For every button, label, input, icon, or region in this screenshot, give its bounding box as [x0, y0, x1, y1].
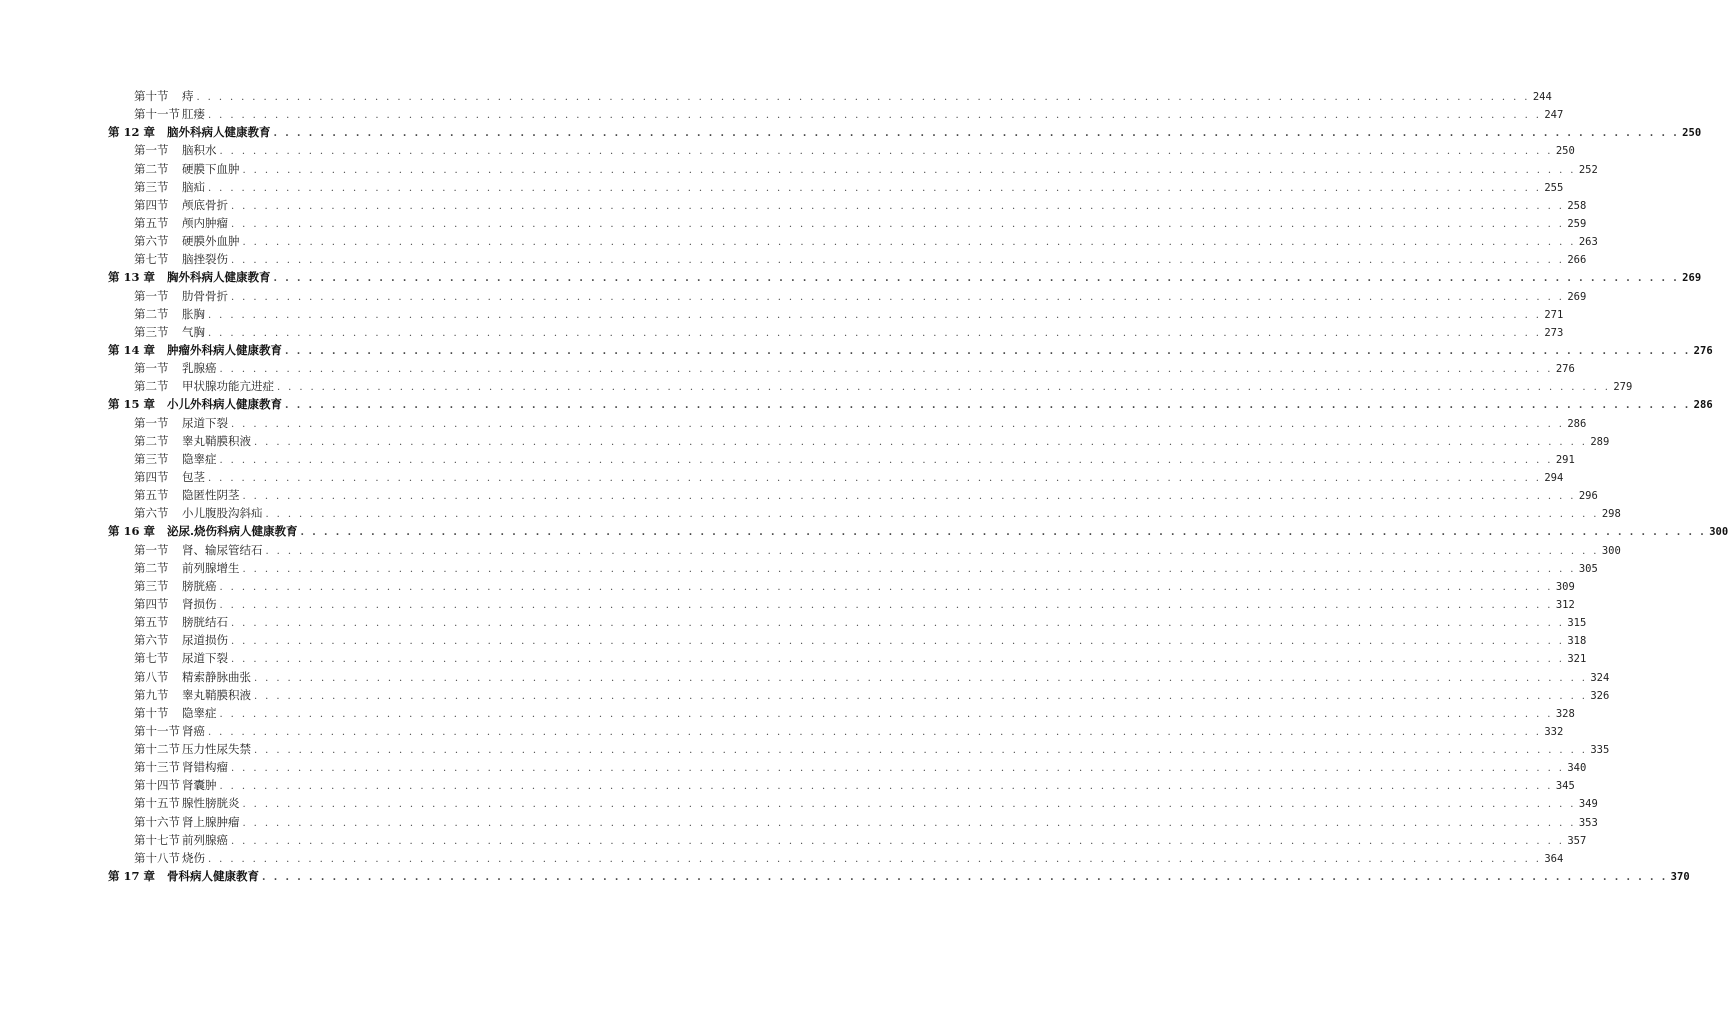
dot-leader: . . . . . . . . . . . . . . . . . . . . . . . . . . . . . . . . . . . . . . . . . . . . . . . . . . . . . . . . . . . . . . . . . . . . . . . . . . . . . . . . . . . . . . . . . . . . . . . . . . . . . . . . . . . . . . . . . . . . . . . . [273, 273, 1680, 285]
toc-entry-title: 精索静脉曲张 [182, 669, 251, 684]
toc-entry-number: 第二节 [134, 560, 169, 575]
toc-section-entry [108, 324, 1564, 342]
toc-entry-number: 第六节 [134, 633, 169, 648]
dot-leader: . . . . . . . . . . . . . . . . . . . . . . . . . . . . . . . . . . . . . . . . . . . . . . . . . . . . . . . . . . . . . . . . . . . . . . . . . . . . . . . . . . . . . . . . . . . . . . . . . . . . . . . . . . . . . . . . . . . . . . . . [231, 200, 1565, 212]
dot-leader: . . . . . . . . . . . . . . . . . . . . . . . . . . . . . . . . . . . . . . . . . . . . . . . . . . . . . . . . . . . . . . . . . . . . . . . . . . . . . . . . . . . . . . . . . . . . . . . . . . . . . . . . . . . . . . . . . . . . . . . . [219, 581, 1553, 593]
toc-entry-page-number: 273 [1544, 326, 1564, 339]
dot-leader: . . . . . . . . . . . . . . . . . . . . . . . . . . . . . . . . . . . . . . . . . . . . . . . . . . . . . . . . . . . . . . . . . . . . . . . . . . . . . . . . . . . . . . . . . . . . . . . . . . . . . . . . . . . . . . . . . . . . . . . . [262, 872, 1668, 884]
dot-leader: . . . . . . . . . . . . . . . . . . . . . . . . . . . . . . . . . . . . . . . . . . . . . . . . . . . . . . . . . . . . . . . . . . . . . . . . . . . . . . . . . . . . . . . . . . . . . . . . . . . . . . . . . . . . . . . . . . . . . . . . [219, 454, 1553, 466]
toc-entry-page-number: 300 [1709, 526, 1728, 539]
toc-entry-title: 烧伤 [182, 850, 205, 865]
toc-entry-title: 乳腺癌 [182, 361, 217, 376]
toc-entry-title: 骨科病人健康教育 [167, 869, 259, 884]
toc-entry-page-number: 318 [1567, 635, 1587, 648]
dot-leader: . . . . . . . . . . . . . . . . . . . . . . . . . . . . . . . . . . . . . . . . . . . . . . . . . . . . . . . . . . . . . . . . . . . . . . . . . . . . . . . . . . . . . . . . . . . . . . . . . . . . . . . . . . . . . . . . . . . . . . . . [219, 781, 1553, 793]
toc-section-entry [108, 814, 1598, 832]
toc-entry-title: 肾上腺肿瘤 [182, 814, 240, 829]
dot-leader: . . . . . . . . . . . . . . . . . . . . . . . . . . . . . . . . . . . . . . . . . . . . . . . . . . . . . . . . . . . . . . . . . . . . . . . . . . . . . . . . . . . . . . . . . . . . . . . . . . . . . . . . . . . . . . . . . . . . . . . . [242, 164, 1576, 176]
dot-leader: . . . . . . . . . . . . . . . . . . . . . . . . . . . . . . . . . . . . . . . . . . . . . . . . . . . . . . . . . . . . . . . . . . . . . . . . . . . . . . . . . . . . . . . . . . . . . . . . . . . . . . . . . . . . . . . . . . . . . . . . [231, 654, 1565, 666]
dot-leader: . . . . . . . . . . . . . . . . . . . . . . . . . . . . . . . . . . . . . . . . . . . . . . . . . . . . . . . . . . . . . . . . . . . . . . . . . . . . . . . . . . . . . . . . . . . . . . . . . . . . . . . . . . . . . . . . . . . . . . . . [242, 817, 1576, 829]
toc-entry-number: 第 12 章 [108, 125, 156, 140]
toc-entry-number: 第三节 [134, 578, 169, 593]
toc-entry-title: 小儿外科病人健康教育 [167, 397, 282, 412]
toc-section-entry [108, 142, 1575, 160]
toc-chapter-entry [108, 342, 1713, 360]
toc-section-entry [108, 560, 1598, 578]
toc-section-entry [108, 578, 1575, 596]
toc-section-entry [108, 88, 1552, 106]
toc-section-entry [108, 197, 1587, 215]
dot-leader: . . . . . . . . . . . . . . . . . . . . . . . . . . . . . . . . . . . . . . . . . . . . . . . . . . . . . . . . . . . . . . . . . . . . . . . . . . . . . . . . . . . . . . . . . . . . . . . . . . . . . . . . . . . . . . . . . . . . . . . . [231, 418, 1565, 430]
toc-entry-title: 隐匿性阴茎 [182, 488, 240, 503]
dot-leader: . . . . . . . . . . . . . . . . . . . . . . . . . . . . . . . . . . . . . . . . . . . . . . . . . . . . . . . . . . . . . . . . . . . . . . . . . . . . . . . . . . . . . . . . . . . . . . . . . . . . . . . . . . . . . . . . . . . . . . . . [208, 327, 1542, 339]
toc-entry-title: 胀胸 [182, 306, 205, 321]
toc-entry-number: 第十七节 [134, 832, 180, 847]
toc-entry-page-number: 276 [1555, 363, 1575, 376]
toc-entry-number: 第十三节 [134, 760, 180, 775]
dot-leader: . . . . . . . . . . . . . . . . . . . . . . . . . . . . . . . . . . . . . . . . . . . . . . . . . . . . . . . . . . . . . . . . . . . . . . . . . . . . . . . . . . . . . . . . . . . . . . . . . . . . . . . . . . . . . . . . . . . . . . . . [242, 237, 1576, 249]
toc-entry-title: 颅底骨折 [182, 197, 228, 212]
toc-section-entry [108, 233, 1598, 251]
toc-entry-number: 第一节 [134, 143, 169, 158]
toc-section-entry [108, 360, 1575, 378]
toc-entry-title: 睾丸鞘膜积液 [182, 433, 251, 448]
toc-section-entry [108, 487, 1598, 505]
toc-entry-number: 第十节 [134, 705, 169, 720]
toc-section-entry [108, 850, 1564, 868]
toc-entry-title: 肾损伤 [182, 596, 217, 611]
toc-entry-number: 第七节 [134, 651, 169, 666]
toc-entry-page-number: 286 [1693, 399, 1713, 412]
toc-chapter-entry [108, 396, 1713, 414]
toc-chapter-entry [108, 269, 1702, 287]
toc-section-entry [108, 433, 1610, 451]
toc-entry-title: 硬膜下血肿 [182, 161, 240, 176]
toc-section-entry [108, 378, 1633, 396]
toc-entry-page-number: 279 [1613, 381, 1633, 394]
dot-leader: . . . . . . . . . . . . . . . . . . . . . . . . . . . . . . . . . . . . . . . . . . . . . . . . . . . . . . . . . . . . . . . . . . . . . . . . . . . . . . . . . . . . . . . . . . . . . . . . . . . . . . . . . . . . . . . . . . . . . . . . [242, 799, 1576, 811]
toc-section-entry [108, 795, 1598, 813]
toc-section-entry [108, 179, 1564, 197]
toc-entry-title: 硬膜外血肿 [182, 234, 240, 249]
dot-leader: . . . . . . . . . . . . . . . . . . . . . . . . . . . . . . . . . . . . . . . . . . . . . . . . . . . . . . . . . . . . . . . . . . . . . . . . . . . . . . . . . . . . . . . . . . . . . . . . . . . . . . . . . . . . . . . . . . . . . . . . [231, 636, 1565, 648]
table-of-contents [108, 88, 1728, 886]
toc-entry-number: 第二节 [134, 161, 169, 176]
toc-entry-number: 第 13 章 [108, 270, 156, 285]
toc-entry-page-number: 269 [1567, 290, 1587, 303]
toc-entry-page-number: 269 [1682, 272, 1702, 285]
toc-section-entry [108, 306, 1564, 324]
dot-leader: . . . . . . . . . . . . . . . . . . . . . . . . . . . . . . . . . . . . . . . . . . . . . . . . . . . . . . . . . . . . . . . . . . . . . . . . . . . . . . . . . . . . . . . . . . . . . . . . . . . . . . . . . . . . . . . . . . . . . . . . [265, 509, 1599, 521]
toc-section-entry [108, 777, 1575, 795]
toc-entry-page-number: 266 [1567, 254, 1587, 267]
toc-entry-number: 第三节 [134, 451, 169, 466]
toc-entry-title: 尿道损伤 [182, 633, 228, 648]
toc-section-entry [108, 542, 1621, 560]
toc-entry-page-number: 259 [1567, 217, 1587, 230]
toc-entry-title: 肾癌 [182, 723, 205, 738]
toc-entry-number: 第 15 章 [108, 397, 156, 412]
toc-section-entry [108, 632, 1587, 650]
toc-section-entry [108, 759, 1587, 777]
toc-entry-number: 第一节 [134, 361, 169, 376]
toc-entry-number: 第一节 [134, 288, 169, 303]
toc-section-entry [108, 741, 1610, 759]
toc-entry-number: 第五节 [134, 488, 169, 503]
toc-entry-page-number: 328 [1555, 707, 1575, 720]
toc-entry-number: 第七节 [134, 252, 169, 267]
toc-section-entry [108, 106, 1564, 124]
toc-entry-title: 泌尿.烧伤科病人健康教育 [167, 524, 298, 539]
toc-entry-number: 第十四节 [134, 778, 180, 793]
toc-section-entry [108, 415, 1587, 433]
toc-entry-page-number: 315 [1567, 617, 1587, 630]
toc-entry-page-number: 250 [1555, 145, 1575, 158]
toc-entry-number: 第四节 [134, 596, 169, 611]
toc-entry-title: 气胸 [182, 324, 205, 339]
toc-section-entry [108, 687, 1610, 705]
toc-section-entry [108, 505, 1621, 523]
toc-entry-title: 膀胱癌 [182, 578, 217, 593]
toc-section-entry [108, 723, 1564, 741]
toc-entry-title: 腺性膀胱炎 [182, 796, 240, 811]
dot-leader: . . . . . . . . . . . . . . . . . . . . . . . . . . . . . . . . . . . . . . . . . . . . . . . . . . . . . . . . . . . . . . . . . . . . . . . . . . . . . . . . . . . . . . . . . . . . . . . . . . . . . . . . . . . . . . . . . . . . . . . . [254, 690, 1588, 702]
toc-entry-title: 肋骨骨折 [182, 288, 228, 303]
toc-entry-title: 前列腺癌 [182, 832, 228, 847]
toc-entry-page-number: 271 [1544, 308, 1564, 321]
toc-entry-number: 第二节 [134, 306, 169, 321]
toc-entry-page-number: 247 [1544, 109, 1564, 122]
toc-entry-number: 第八节 [134, 669, 169, 684]
toc-entry-page-number: 353 [1578, 816, 1598, 829]
toc-section-entry [108, 614, 1587, 632]
toc-entry-title: 脑外科病人健康教育 [167, 125, 271, 140]
dot-leader: . . . . . . . . . . . . . . . . . . . . . . . . . . . . . . . . . . . . . . . . . . . . . . . . . . . . . . . . . . . . . . . . . . . . . . . . . . . . . . . . . . . . . . . . . . . . . . . . . . . . . . . . . . . . . . . . . . . . . . . . [273, 128, 1680, 140]
toc-entry-number: 第十五节 [134, 796, 180, 811]
dot-leader: . . . . . . . . . . . . . . . . . . . . . . . . . . . . . . . . . . . . . . . . . . . . . . . . . . . . . . . . . . . . . . . . . . . . . . . . . . . . . . . . . . . . . . . . . . . . . . . . . . . . . . . . . . . . . . . . . . . . . . . . [208, 472, 1542, 484]
toc-entry-number: 第三节 [134, 179, 169, 194]
toc-entry-title: 颅内肿瘤 [182, 215, 228, 230]
dot-leader: . . . . . . . . . . . . . . . . . . . . . . . . . . . . . . . . . . . . . . . . . . . . . . . . . . . . . . . . . . . . . . . . . . . . . . . . . . . . . . . . . . . . . . . . . . . . . . . . . . . . . . . . . . . . . . . . . . . . . . . . [285, 345, 1691, 357]
toc-entry-number: 第五节 [134, 615, 169, 630]
toc-entry-number: 第五节 [134, 215, 169, 230]
toc-entry-page-number: 276 [1693, 344, 1713, 357]
dot-leader: . . . . . . . . . . . . . . . . . . . . . . . . . . . . . . . . . . . . . . . . . . . . . . . . . . . . . . . . . . . . . . . . . . . . . . . . . . . . . . . . . . . . . . . . . . . . . . . . . . . . . . . . . . . . . . . . . . . . . . . . [231, 618, 1565, 630]
toc-entry-title: 肾错构瘤 [182, 760, 228, 775]
toc-entry-title: 肾、输尿管结石 [182, 542, 263, 557]
toc-section-entry [108, 705, 1575, 723]
toc-entry-number: 第九节 [134, 687, 169, 702]
toc-entry-number: 第二节 [134, 433, 169, 448]
dot-leader: . . . . . . . . . . . . . . . . . . . . . . . . . . . . . . . . . . . . . . . . . . . . . . . . . . . . . . . . . . . . . . . . . . . . . . . . . . . . . . . . . . . . . . . . . . . . . . . . . . . . . . . . . . . . . . . . . . . . . . . . [231, 291, 1565, 303]
toc-entry-page-number: 289 [1590, 435, 1610, 448]
toc-entry-number: 第十八节 [134, 850, 180, 865]
dot-leader: . . . . . . . . . . . . . . . . . . . . . . . . . . . . . . . . . . . . . . . . . . . . . . . . . . . . . . . . . . . . . . . . . . . . . . . . . . . . . . . . . . . . . . . . . . . . . . . . . . . . . . . . . . . . . . . . . . . . . . . . [242, 491, 1576, 503]
toc-entry-page-number: 305 [1578, 562, 1598, 575]
toc-entry-page-number: 332 [1544, 725, 1564, 738]
toc-entry-page-number: 370 [1670, 871, 1690, 884]
dot-leader: . . . . . . . . . . . . . . . . . . . . . . . . . . . . . . . . . . . . . . . . . . . . . . . . . . . . . . . . . . . . . . . . . . . . . . . . . . . . . . . . . . . . . . . . . . . . . . . . . . . . . . . . . . . . . . . . . . . . . . . . [242, 563, 1576, 575]
toc-entry-page-number: 294 [1544, 471, 1564, 484]
toc-entry-title: 压力性尿失禁 [182, 742, 251, 757]
toc-section-entry [108, 596, 1575, 614]
toc-entry-page-number: 340 [1567, 762, 1587, 775]
toc-entry-title: 肛瘘 [182, 107, 205, 122]
toc-entry-title: 睾丸鞘膜积液 [182, 687, 251, 702]
dot-leader: . . . . . . . . . . . . . . . . . . . . . . . . . . . . . . . . . . . . . . . . . . . . . . . . . . . . . . . . . . . . . . . . . . . . . . . . . . . . . . . . . . . . . . . . . . . . . . . . . . . . . . . . . . . . . . . . . . . . . . . . [219, 708, 1553, 720]
toc-entry-number: 第二节 [134, 379, 169, 394]
toc-entry-page-number: 309 [1555, 580, 1575, 593]
toc-entry-page-number: 349 [1578, 798, 1598, 811]
toc-entry-page-number: 286 [1567, 417, 1587, 430]
toc-entry-page-number: 321 [1567, 653, 1587, 666]
toc-entry-page-number: 364 [1544, 852, 1564, 865]
dot-leader: . . . . . . . . . . . . . . . . . . . . . . . . . . . . . . . . . . . . . . . . . . . . . . . . . . . . . . . . . . . . . . . . . . . . . . . . . . . . . . . . . . . . . . . . . . . . . . . . . . . . . . . . . . . . . . . . . . . . . . . . [231, 763, 1565, 775]
dot-leader: . . . . . . . . . . . . . . . . . . . . . . . . . . . . . . . . . . . . . . . . . . . . . . . . . . . . . . . . . . . . . . . . . . . . . . . . . . . . . . . . . . . . . . . . . . . . . . . . . . . . . . . . . . . . . . . . . . . . . . . . [219, 146, 1553, 158]
toc-chapter-entry [108, 124, 1702, 142]
toc-entry-number: 第十二节 [134, 742, 180, 757]
toc-chapter-entry [108, 868, 1690, 886]
dot-leader: . . . . . . . . . . . . . . . . . . . . . . . . . . . . . . . . . . . . . . . . . . . . . . . . . . . . . . . . . . . . . . . . . . . . . . . . . . . . . . . . . . . . . . . . . . . . . . . . . . . . . . . . . . . . . . . . . . . . . . . . [231, 835, 1565, 847]
dot-leader: . . . . . . . . . . . . . . . . . . . . . . . . . . . . . . . . . . . . . . . . . . . . . . . . . . . . . . . . . . . . . . . . . . . . . . . . . . . . . . . . . . . . . . . . . . . . . . . . . . . . . . . . . . . . . . . . . . . . . . . . [208, 726, 1542, 738]
toc-entry-title: 隐睾症 [182, 705, 217, 720]
toc-entry-page-number: 312 [1555, 598, 1575, 611]
dot-leader: . . . . . . . . . . . . . . . . . . . . . . . . . . . . . . . . . . . . . . . . . . . . . . . . . . . . . . . . . . . . . . . . . . . . . . . . . . . . . . . . . . . . . . . . . . . . . . . . . . . . . . . . . . . . . . . . . . . . . . . . [208, 309, 1542, 321]
toc-section-entry [108, 215, 1587, 233]
dot-leader: . . . . . . . . . . . . . . . . . . . . . . . . . . . . . . . . . . . . . . . . . . . . . . . . . . . . . . . . . . . . . . . . . . . . . . . . . . . . . . . . . . . . . . . . . . . . . . . . . . . . . . . . . . . . . . . . . . . . . . . . [219, 599, 1553, 611]
dot-leader: . . . . . . . . . . . . . . . . . . . . . . . . . . . . . . . . . . . . . . . . . . . . . . . . . . . . . . . . . . . . . . . . . . . . . . . . . . . . . . . . . . . . . . . . . . . . . . . . . . . . . . . . . . . . . . . . . . . . . . . . [208, 182, 1542, 194]
dot-leader: . . . . . . . . . . . . . . . . . . . . . . . . . . . . . . . . . . . . . . . . . . . . . . . . . . . . . . . . . . . . . . . . . . . . . . . . . . . . . . . . . . . . . . . . . . . . . . . . . . . . . . . . . . . . . . . . . . . . . . . . [254, 436, 1588, 448]
toc-entry-title: 尿道下裂 [182, 415, 228, 430]
toc-entry-number: 第十节 [134, 89, 169, 103]
toc-entry-number: 第十六节 [134, 814, 180, 829]
toc-entry-title: 小儿腹股沟斜疝 [182, 506, 263, 521]
toc-entry-page-number: 291 [1555, 453, 1575, 466]
dot-leader: . . . . . . . . . . . . . . . . . . . . . . . . . . . . . . . . . . . . . . . . . . . . . . . . . . . . . . . . . . . . . . . . . . . . . . . . . . . . . . . . . . . . . . . . . . . . . . . . . . . . . . . . . . . . . . . . . . . . . . . . [285, 400, 1691, 412]
toc-entry-page-number: 324 [1590, 671, 1610, 684]
toc-entry-number: 第六节 [134, 234, 169, 249]
dot-leader: . . . . . . . . . . . . . . . . . . . . . . . . . . . . . . . . . . . . . . . . . . . . . . . . . . . . . . . . . . . . . . . . . . . . . . . . . . . . . . . . . . . . . . . . . . . . . . . . . . . . . . . . . . . . . . . . . . . . . . . . [254, 672, 1588, 684]
toc-entry-page-number: 335 [1590, 744, 1610, 757]
toc-section-entry [108, 469, 1564, 487]
toc-entry-number: 第六节 [134, 506, 169, 521]
toc-entry-number: 第四节 [134, 469, 169, 484]
toc-entry-title: 胸外科病人健康教育 [167, 270, 271, 285]
dot-leader: . . . . . . . . . . . . . . . . . . . . . . . . . . . . . . . . . . . . . . . . . . . . . . . . . . . . . . . . . . . . . . . . . . . . . . . . . . . . . . . . . . . . . . . . . . . . . . . . . . . . . . . . . . . . . . . . . . . . . . . . [277, 382, 1611, 394]
toc-entry-title: 膀胱结石 [182, 615, 228, 630]
toc-entry-title: 脑挫裂伤 [182, 252, 228, 267]
dot-leader: . . . . . . . . . . . . . . . . . . . . . . . . . . . . . . . . . . . . . . . . . . . . . . . . . . . . . . . . . . . . . . . . . . . . . . . . . . . . . . . . . . . . . . . . . . . . . . . . . . . . . . . . . . . . . . . . . . . . . . . . [208, 110, 1542, 122]
dot-leader: . . . . . . . . . . . . . . . . . . . . . . . . . . . . . . . . . . . . . . . . . . . . . . . . . . . . . . . . . . . . . . . . . . . . . . . . . . . . . . . . . . . . . . . . . . . . . . . . . . . . . . . . . . . . . . . . . . . . . . . . [196, 92, 1530, 103]
toc-entry-title: 肿瘤外科病人健康教育 [167, 342, 282, 357]
toc-entry-number: 第 16 章 [108, 524, 156, 539]
toc-entry-page-number: 252 [1578, 163, 1598, 176]
toc-entry-title: 脑积水 [182, 143, 217, 158]
toc-entry-number: 第四节 [134, 197, 169, 212]
dot-leader: . . . . . . . . . . . . . . . . . . . . . . . . . . . . . . . . . . . . . . . . . . . . . . . . . . . . . . . . . . . . . . . . . . . . . . . . . . . . . . . . . . . . . . . . . . . . . . . . . . . . . . . . . . . . . . . . . . . . . . . . [254, 745, 1588, 757]
toc-entry-title: 尿道下裂 [182, 651, 228, 666]
dot-leader: . . . . . . . . . . . . . . . . . . . . . . . . . . . . . . . . . . . . . . . . . . . . . . . . . . . . . . . . . . . . . . . . . . . . . . . . . . . . . . . . . . . . . . . . . . . . . . . . . . . . . . . . . . . . . . . . . . . . . . . . [219, 364, 1553, 376]
toc-entry-page-number: 296 [1578, 490, 1598, 503]
toc-entry-page-number: 298 [1601, 508, 1621, 521]
dot-leader: . . . . . . . . . . . . . . . . . . . . . . . . . . . . . . . . . . . . . . . . . . . . . . . . . . . . . . . . . . . . . . . . . . . . . . . . . . . . . . . . . . . . . . . . . . . . . . . . . . . . . . . . . . . . . . . . . . . . . . . . [208, 853, 1542, 865]
toc-entry-page-number: 258 [1567, 199, 1587, 212]
toc-entry-page-number: 263 [1578, 236, 1598, 249]
toc-entry-number: 第十一节 [134, 107, 180, 122]
toc-entry-number: 第 17 章 [108, 869, 156, 884]
dot-leader: . . . . . . . . . . . . . . . . . . . . . . . . . . . . . . . . . . . . . . . . . . . . . . . . . . . . . . . . . . . . . . . . . . . . . . . . . . . . . . . . . . . . . . . . . . . . . . . . . . . . . . . . . . . . . . . . . . . . . . . . [231, 255, 1565, 267]
toc-section-entry [108, 451, 1575, 469]
toc-entry-title: 肾囊肿 [182, 778, 217, 793]
toc-section-entry [108, 669, 1610, 687]
toc-entry-title: 包茎 [182, 469, 205, 484]
toc-entry-title: 隐睾症 [182, 451, 217, 466]
toc-section-entry [108, 288, 1587, 306]
toc-entry-page-number: 244 [1532, 91, 1552, 103]
toc-entry-number: 第一节 [134, 415, 169, 430]
toc-entry-page-number: 326 [1590, 689, 1610, 702]
toc-entry-title: 前列腺增生 [182, 560, 240, 575]
toc-entry-page-number: 300 [1601, 544, 1621, 557]
toc-entry-number: 第一节 [134, 542, 169, 557]
toc-entry-page-number: 357 [1567, 834, 1587, 847]
toc-entry-page-number: 345 [1555, 780, 1575, 793]
dot-leader: . . . . . . . . . . . . . . . . . . . . . . . . . . . . . . . . . . . . . . . . . . . . . . . . . . . . . . . . . . . . . . . . . . . . . . . . . . . . . . . . . . . . . . . . . . . . . . . . . . . . . . . . . . . . . . . . . . . . . . . . [265, 545, 1599, 557]
toc-section-entry [108, 832, 1587, 850]
dot-leader: . . . . . . . . . . . . . . . . . . . . . . . . . . . . . . . . . . . . . . . . . . . . . . . . . . . . . . . . . . . . . . . . . . . . . . . . . . . . . . . . . . . . . . . . . . . . . . . . . . . . . . . . . . . . . . . . . . . . . . . . [231, 218, 1565, 230]
toc-entry-number: 第 14 章 [108, 342, 156, 357]
toc-chapter-entry [108, 523, 1728, 541]
toc-entry-number: 第三节 [134, 324, 169, 339]
toc-section-entry [108, 161, 1598, 179]
toc-entry-title: 痔 [182, 89, 194, 103]
toc-section-entry [108, 251, 1587, 269]
toc-entry-title: 脑疝 [182, 179, 205, 194]
toc-entry-title: 甲状腺功能亢进症 [182, 379, 274, 394]
toc-entry-number: 第十一节 [134, 723, 180, 738]
toc-entry-page-number: 250 [1682, 127, 1702, 140]
toc-entry-page-number: 255 [1544, 181, 1564, 194]
dot-leader: . . . . . . . . . . . . . . . . . . . . . . . . . . . . . . . . . . . . . . . . . . . . . . . . . . . . . . . . . . . . . . . . . . . . . . . . . . . . . . . . . . . . . . . . . . . . . . . . . . . . . . . . . . . . . . . . . . . . . . . . [300, 527, 1707, 539]
toc-section-entry [108, 650, 1587, 668]
